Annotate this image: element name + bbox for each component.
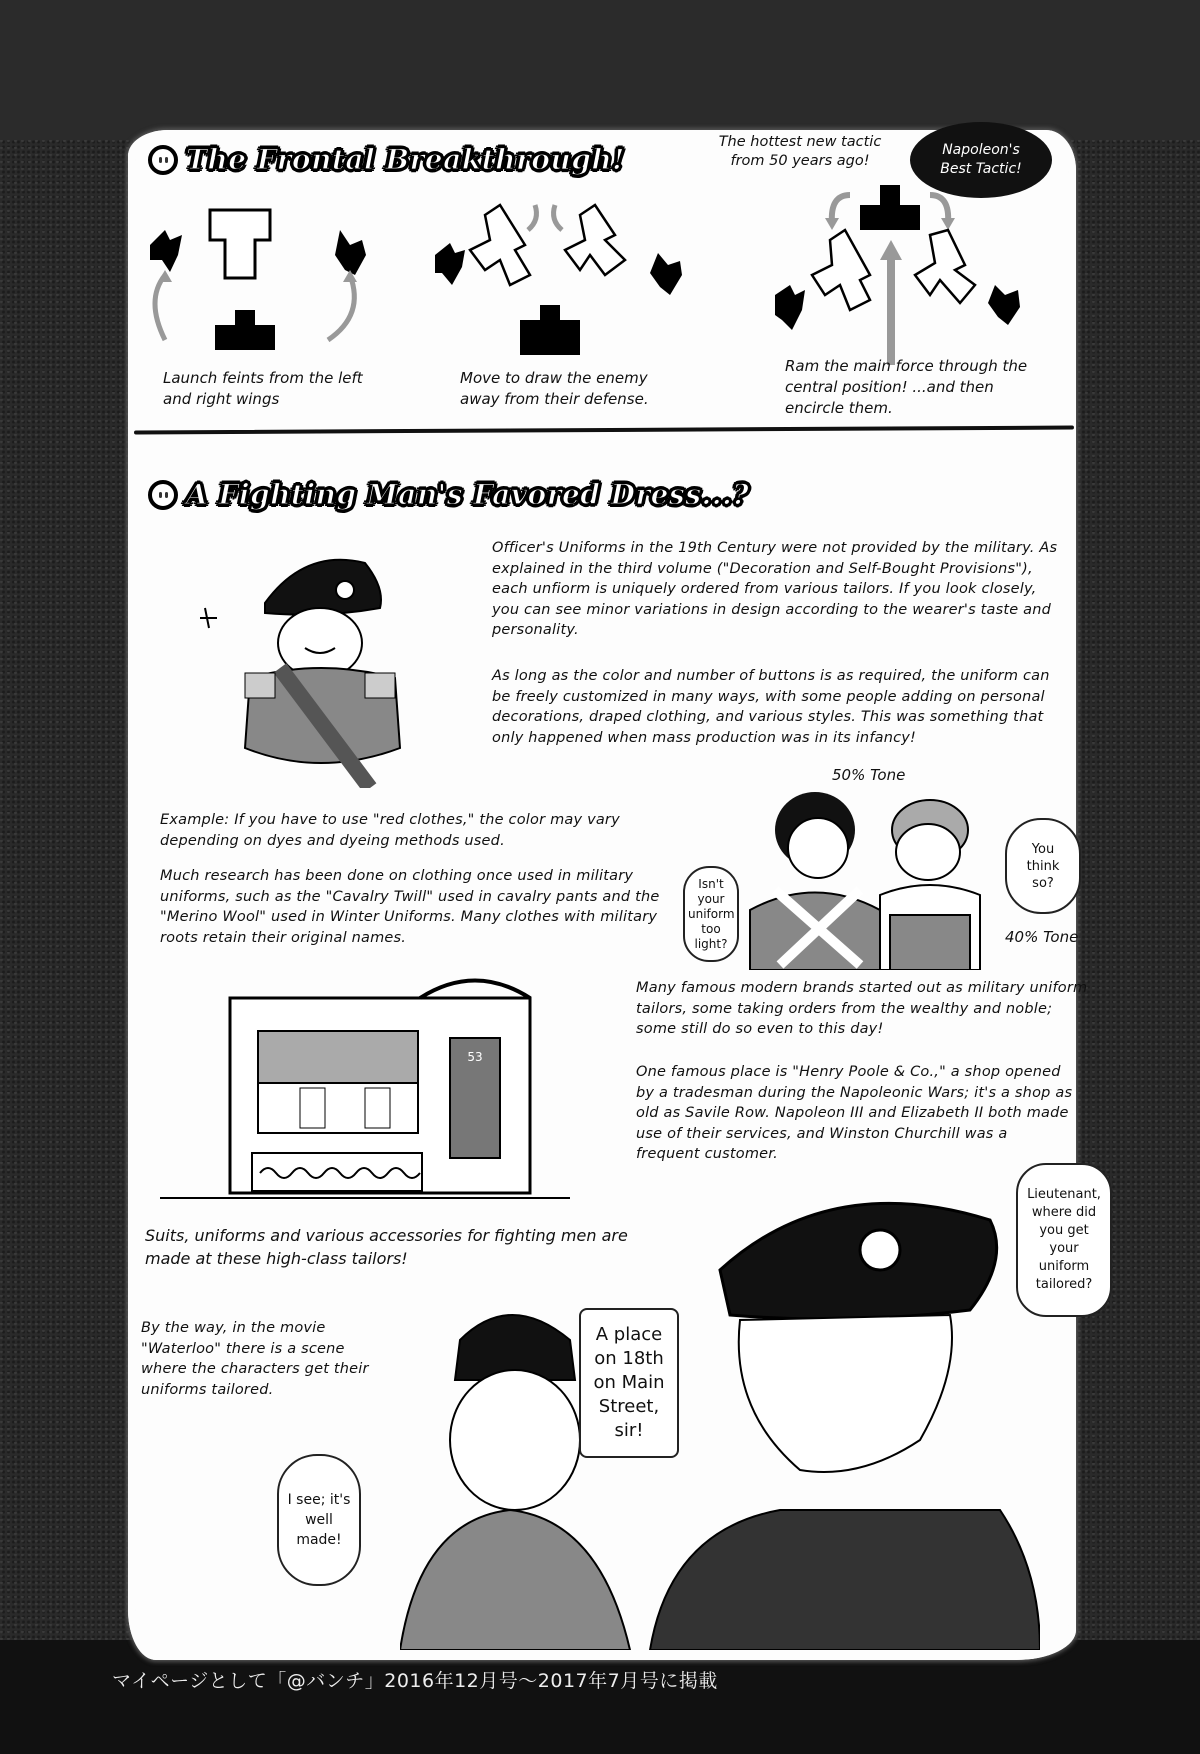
speech-bubble-lieutenant — [1016, 1163, 1112, 1317]
publication-footer: マイページとして「@バンチ」2016年12月号～2017年7月号に掲載 — [112, 1670, 718, 1692]
paragraph-henry-poole: One famous place is "Henry Poole & Co.," a shop opened by a tradesman during the Napoleonic Wars; it's a shop as old as Savile Row. Napoleon III and Elizabeth II both made use of their services, and Winston Churchill was a frequent customer. — [636, 1064, 1073, 1162]
diagram-feint-wings — [140, 200, 390, 360]
diagram-draw-enemy — [430, 195, 700, 360]
section-title-frontal-breakthrough — [148, 143, 625, 176]
bubble-text: Lieutenant, where did you get your uniform tailored? — [1027, 1187, 1101, 1292]
officers-conversation-illustration — [400, 1150, 1040, 1650]
diagram-ram-and-encircle — [770, 185, 1030, 365]
section-title-favored-dress — [148, 478, 749, 511]
bubble-text: You think so? — [1026, 841, 1060, 891]
section-title-text: A Fighting Man's Favored Dress...? — [186, 478, 750, 511]
tone-40-label: 40% Tone — [1005, 928, 1079, 946]
tone-50-label: 50% Tone — [832, 766, 906, 784]
section-title-text: The Frontal Breakthrough! — [186, 143, 625, 176]
face-bullet-icon — [148, 145, 178, 175]
dark-border-top — [0, 0, 1200, 140]
paragraph-research-clothing: Much research has been done on clothing once used in military uniforms, such as the "Cavalry Twill" used in cavalry pants and the "Merino Wool" used in Winter Uniforms. Many clothes with military roots retain their original names. — [160, 868, 660, 946]
face-bullet-icon — [148, 480, 178, 510]
step-1-caption: Launch feints from the left and right wings — [163, 369, 363, 408]
speech-bubble-too-light — [683, 866, 739, 962]
badge-text: Napoleon's Best Tactic! — [940, 142, 1022, 177]
bubble-text: A place on 18th on Main Street, sir! — [593, 1324, 665, 1441]
step-3-caption: Ram the main force through the central position! ...and then encircle them. — [785, 357, 1028, 417]
step-2-caption: Move to draw the enemy away from their defense. — [460, 369, 649, 408]
paragraph-uniforms-intro: Officer's Uniforms in the 19th Century were not provided by the military. As explained in the third volume ("Decoration and Self-Bought Provisions"), each unfiorm is uniquely ordered from various tailors. If you look closely, you can see minor variations in design according to the wearer's taste and personality. — [492, 540, 1058, 638]
speech-bubble-a-place — [579, 1308, 679, 1458]
two-soldiers-illustration — [740, 780, 1020, 970]
bubble-text: Isn't your uniform too light? — [688, 876, 735, 951]
paragraph-modern-brands: Many famous modern brands started out as military uniform tailors, some taking orders from the wealthy and noble; some still do so even to this day! — [636, 980, 1088, 1037]
speech-bubble-you-think — [1005, 818, 1081, 914]
officer-illustration — [195, 548, 435, 788]
shop-number: 53 — [467, 1050, 483, 1064]
speech-bubble-i-see — [277, 1454, 361, 1586]
paragraph-customization: As long as the color and number of buttons is as required, the uniform can be freely customized in many ways, with some people adding on personal decorations, draped clothing, and various styles. This was something that only happened when mass production was in its infancy! — [492, 668, 1050, 746]
tactic-note: The hottest new tactic from 50 years ago! — [718, 134, 882, 169]
bubble-text: I see; it's well made! — [287, 1492, 351, 1548]
paragraph-example-red-clothes: Example: If you have to use "red clothes," the color may vary depending on dyes and dyeing methods used. — [160, 812, 620, 849]
paragraph-waterloo-movie: By the way, in the movie "Waterloo" there is a scene where the characters get their uniforms tailored. — [141, 1320, 369, 1398]
caption-high-class-tailors: Suits, uniforms and various accessories for fighting men are made at these high-class tailors! — [145, 1226, 628, 1268]
